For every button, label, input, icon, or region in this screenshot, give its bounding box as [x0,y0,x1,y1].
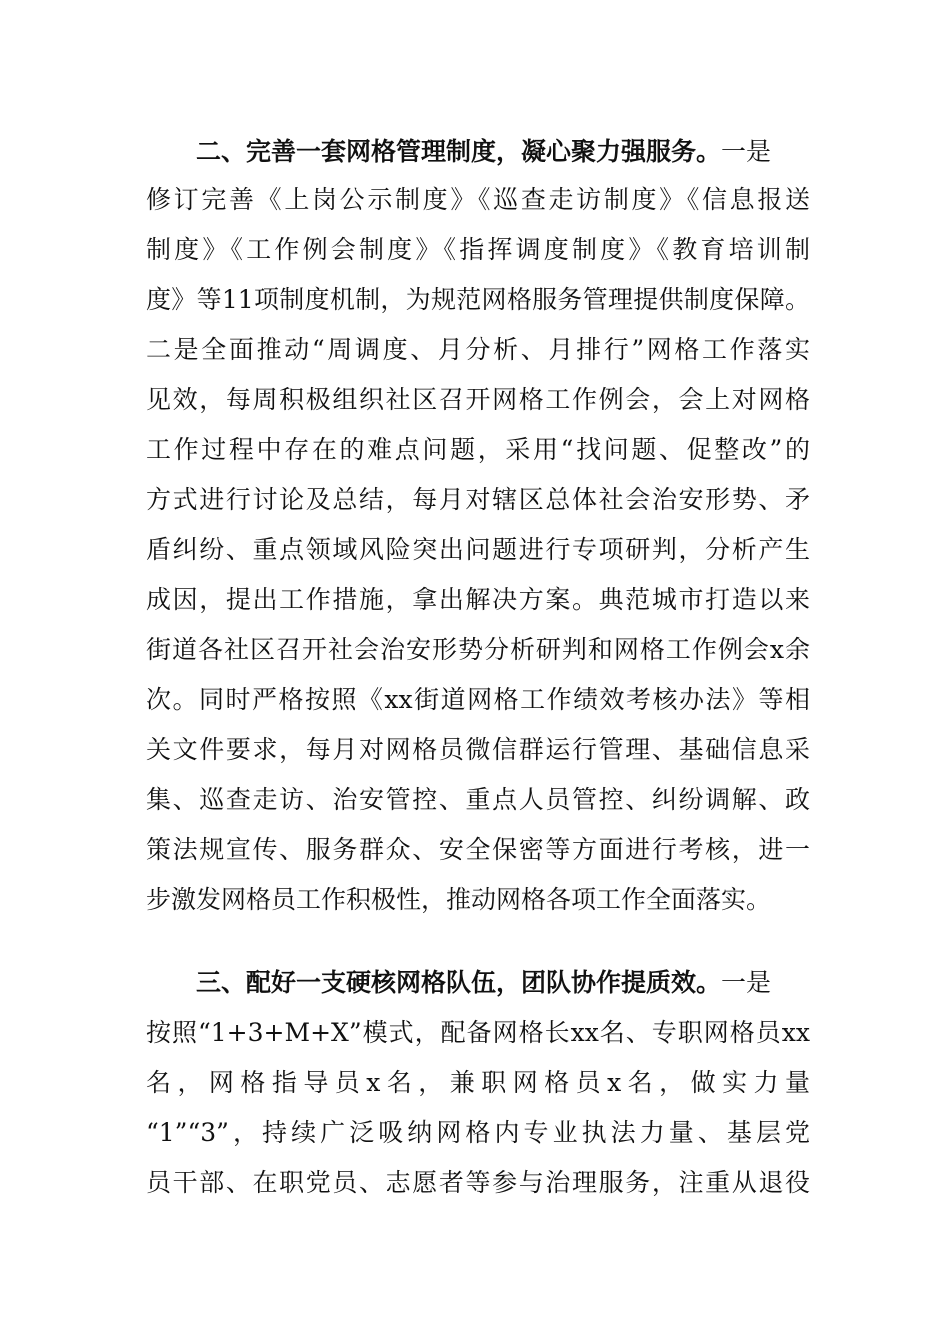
paragraph-line: 按照“1+3+M+X”模式，配备网格长xx名、专职网格员xx [146,1018,810,1047]
paragraph-line: 街道各社区召开社会治安形势分析研判和网格工作例会x余 [146,635,810,664]
paragraph-line: 次。同时严格按照《xx街道网格工作绩效考核办法》等相 [146,685,810,714]
paragraph-line: 见效，每周积极组织社区召开网格工作例会，会上对网格 [146,385,810,414]
paragraph-line: 策法规宣传、服务群众、安全保密等方面进行考核，进一 [146,835,810,864]
section-3-heading: 三、配好一支硬核网格队伍，团队协作提质效。 [196,968,722,997]
paragraph-line: 成因，提出工作措施，拿出解决方案。典范城市打造以来 [146,585,810,614]
paragraph-line: 盾纠纷、重点领域风险突出问题进行专项研判，分析产生 [146,535,810,564]
paragraph-line: 名，网格指导员x名，兼职网格员x名，做实力量 [146,1068,810,1097]
paragraph-line: 制度》《工作例会制度》《指挥调度制度》《教育培训制 [146,235,810,264]
paragraph-line: 度》等11项制度机制，为规范网格服务管理提供制度保障。 [146,285,810,314]
section-2-lead: 一是 [721,137,772,166]
paragraph-line: 二是全面推动“周调度、月分析、月排行”网格工作落实 [146,335,810,364]
paragraph-line: 员干部、在职党员、志愿者等参与治理服务，注重从退役 [146,1168,810,1197]
paragraph-line: 方式进行讨论及总结，每月对辖区总体社会治安形势、矛 [146,485,810,514]
section-2-heading: 二、完善一套网格管理制度，凝心聚力强服务。 [196,137,722,166]
section-3-lead: 一是 [721,968,772,997]
paragraph-line: 步激发网格员工作积极性，推动网格各项工作全面落实。 [146,885,772,914]
section-2-first-line [196,136,810,168]
section-3-first-line [196,967,810,999]
paragraph-line: 工作过程中存在的难点问题，采用“找问题、促整改”的 [146,435,810,464]
paragraph-line: “1”“3”，持续广泛吸纳网格内专业执法力量、基层党 [146,1118,810,1147]
paragraph-line: 关文件要求，每月对网格员微信群运行管理、基础信息采 [146,735,810,764]
paragraph-line: 修订完善《上岗公示制度》《巡查走访制度》《信息报送 [146,185,810,214]
paragraph-line: 集、巡查走访、治安管控、重点人员管控、纠纷调解、政 [146,785,810,814]
